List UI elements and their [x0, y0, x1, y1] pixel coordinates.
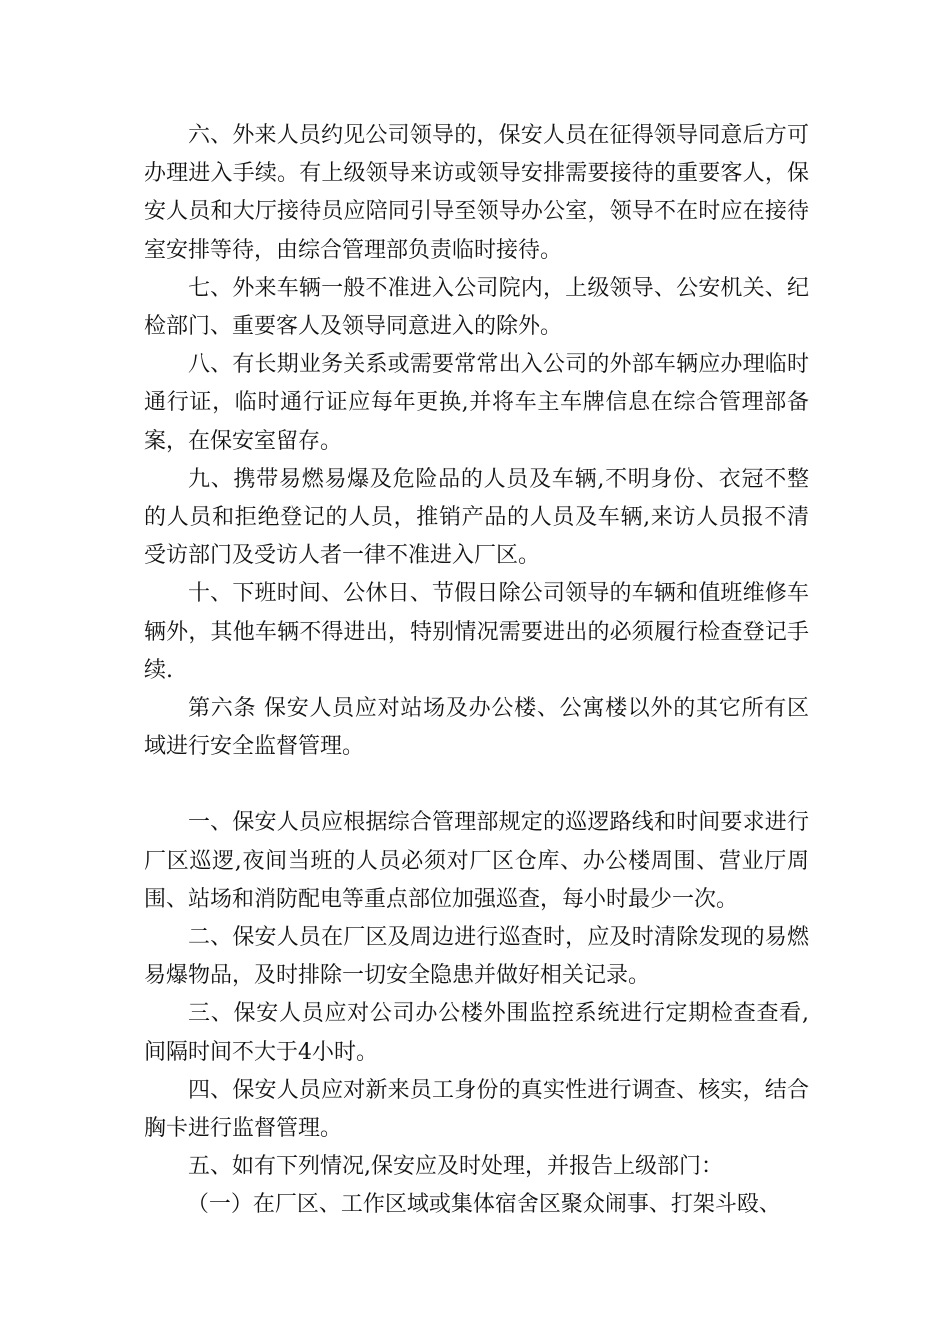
paragraph-10-off-hours: 十、下班时间、公休日、节假日除公司领导的车辆和值班维修车辆外，其他车辆不得进出，特别情况需要进出的必须履行检查登记手续.: [144, 581, 809, 683]
item-4-staff-verification: 四、保安人员应对新来员工身份的真实性进行调查、核实，结合胸卡进行监督管理。: [144, 1077, 809, 1142]
paragraph-9-prohibited-entry: 九、携带易燃易爆及危险品的人员及车辆,不明身份、衣冠不整的人员和拒绝登记的人员，推销产品的人员及车辆,来访人员报不清受访部门及受访人者一律不准进入厂区。: [144, 466, 809, 569]
item-1-patrol: 一、保安人员应根据综合管理部规定的巡逻路线和时间要求进行厂区巡逻,夜间当班的人员必须对厂区仓库、办公楼周围、营业厅周围、站场和消防配电等重点部位加强巡查，每小时最少一次。: [144, 810, 809, 912]
document-body: [144, 117, 809, 1225]
paragraph-7-external-vehicles: 七、外来车辆一般不准进入公司院内，上级领导、公安机关、纪检部门、重要客人及领导同意进入的除外。: [144, 275, 809, 340]
sub-item-1-disturbance: （一）在厂区、工作区域或集体宿舍区聚众闹事、打架斗殴、: [186, 1192, 781, 1218]
item-3-monitoring: 三、保安人员应对公司办公楼外围监控系统进行定期检查查看,间隔时间不大于4小时。: [144, 1001, 809, 1065]
paragraph-6-visitors: 六、外来人员约见公司领导的，保安人员在征得领导同意后方可办理进入手续。有上级领导来访或领导安排需要接待的重要客人，保安人员和大厅接待员应陪同引导至领导办公室，领导不在时应在接待室安排等待，由综合管理部负责临时接待。: [144, 123, 809, 263]
paragraph-8-temporary-pass: 八、有长期业务关系或需要常常出入公司的外部车辆应办理临时通行证，临时通行证应每年更换,并将车主车牌信息在综合管理部备案，在保安室留存。: [144, 352, 809, 454]
blank-line: [144, 766, 809, 804]
article-6-heading: 第六条 保安人员应对站场及办公楼、公寓楼以外的其它所有区域进行安全监督管理。: [144, 696, 809, 760]
item-5-situations: 五、如有下列情况,保安应及时处理，并报告上级部门：: [188, 1154, 723, 1180]
item-2-hazard-removal: 二、保安人员在厂区及周边进行巡查时，应及时清除发现的易燃易爆物品，及时排除一切安全隐患并做好相关记录。: [144, 925, 809, 989]
